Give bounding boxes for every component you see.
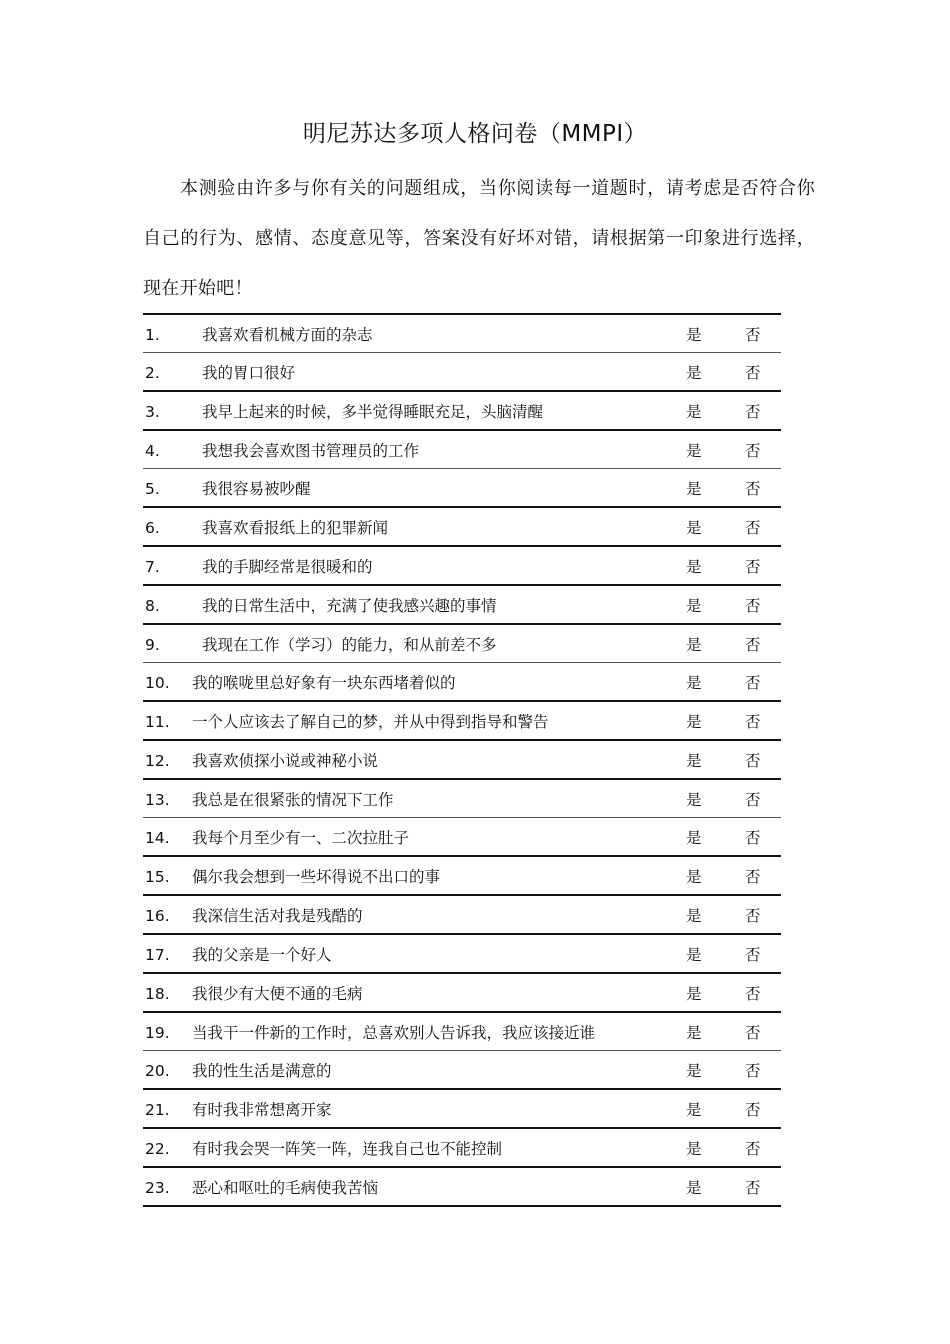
- question-number: 10.: [145, 674, 170, 692]
- question-row: [143, 469, 781, 508]
- answer-no-option[interactable]: 否: [745, 1062, 761, 1080]
- answer-yes-option[interactable]: 是: [686, 519, 702, 537]
- question-number: 7.: [145, 558, 160, 576]
- question-row: [143, 663, 781, 702]
- question-row: [143, 1051, 781, 1090]
- answer-no-option[interactable]: 否: [745, 636, 761, 654]
- question-number: 6.: [145, 519, 160, 537]
- question-text: 我的性生活是满意的: [192, 1062, 332, 1080]
- answer-no-option[interactable]: 否: [745, 519, 761, 537]
- answer-no-option[interactable]: 否: [745, 946, 761, 964]
- answer-yes-option[interactable]: 是: [686, 558, 702, 576]
- question-text: 我早上起来的时候，多半觉得睡眠充足，头脑清醒: [202, 403, 544, 421]
- question-number: 13.: [145, 791, 170, 809]
- answer-no-option[interactable]: 否: [745, 674, 761, 692]
- question-text: 当我干一件新的工作时，总喜欢别人告诉我，我应该接近谁: [192, 1024, 596, 1042]
- question-text: 我喜欢看报纸上的犯罪新闻: [202, 519, 389, 537]
- answer-no-option[interactable]: 否: [745, 1179, 761, 1197]
- answer-yes-option[interactable]: 是: [686, 403, 702, 421]
- answer-yes-option[interactable]: 是: [686, 442, 702, 460]
- question-text: 我深信生活对我是残酷的: [192, 907, 363, 925]
- answer-no-option[interactable]: 否: [745, 1140, 761, 1158]
- question-number: 20.: [145, 1062, 170, 1080]
- question-text: 我的父亲是一个好人: [192, 946, 332, 964]
- answer-yes-option[interactable]: 是: [686, 1062, 702, 1080]
- question-number: 2.: [145, 364, 160, 382]
- question-text: 我每个月至少有一、二次拉肚子: [192, 829, 410, 847]
- answer-no-option[interactable]: 否: [745, 558, 761, 576]
- answer-no-option[interactable]: 否: [745, 791, 761, 809]
- question-row: [143, 625, 781, 663]
- answer-yes-option[interactable]: 是: [686, 791, 702, 809]
- question-number: 22.: [145, 1140, 170, 1158]
- answer-yes-option[interactable]: 是: [686, 907, 702, 925]
- answer-yes-option[interactable]: 是: [686, 674, 702, 692]
- question-row: [143, 1013, 781, 1051]
- question-number: 18.: [145, 985, 170, 1003]
- question-number: 11.: [145, 713, 170, 731]
- intro-paragraph: 本测验由许多与你有关的问题组成，当你阅读每一道题时，请考虑是否符合你自己的行为、感情、态度意见等，答案没有好坏对错，请根据第一印象进行选择，现在开始吧！: [143, 178, 815, 299]
- answer-no-option[interactable]: 否: [745, 597, 761, 615]
- question-text: 我现在工作（学习）的能力，和从前差不多: [202, 636, 497, 654]
- question-text: 我很容易被吵醒: [202, 480, 311, 498]
- answer-yes-option[interactable]: 是: [686, 636, 702, 654]
- question-number: 15.: [145, 868, 170, 886]
- answer-no-option[interactable]: 否: [745, 442, 761, 460]
- answer-no-option[interactable]: 否: [745, 752, 761, 770]
- answer-yes-option[interactable]: 是: [686, 713, 702, 731]
- question-row: [143, 353, 781, 392]
- question-text: 我的胃口很好: [202, 364, 296, 382]
- question-number: 9.: [145, 636, 160, 654]
- question-row: [143, 741, 781, 780]
- answer-yes-option[interactable]: 是: [686, 326, 702, 344]
- question-number: 14.: [145, 829, 170, 847]
- answer-yes-option[interactable]: 是: [686, 1101, 702, 1119]
- question-row: [143, 818, 781, 857]
- answer-yes-option[interactable]: 是: [686, 829, 702, 847]
- question-text: 我总是在很紧张的情况下工作: [192, 791, 394, 809]
- answer-yes-option[interactable]: 是: [686, 597, 702, 615]
- question-row: [143, 1129, 781, 1168]
- question-text: 一个人应该去了解自己的梦，并从中得到指导和警告: [192, 713, 549, 731]
- question-number: 12.: [145, 752, 170, 770]
- answer-no-option[interactable]: 否: [745, 1024, 761, 1042]
- question-number: 5.: [145, 480, 160, 498]
- question-table: [143, 313, 781, 1207]
- question-text: 恶心和呕吐的毛病使我苦恼: [192, 1179, 379, 1197]
- answer-yes-option[interactable]: 是: [686, 985, 702, 1003]
- question-text: 我的喉咙里总好象有一块东西堵着似的: [192, 674, 456, 692]
- question-row: [143, 392, 781, 431]
- question-text: 我喜欢看机械方面的杂志: [202, 326, 373, 344]
- answer-no-option[interactable]: 否: [745, 326, 761, 344]
- question-row: [143, 974, 781, 1013]
- answer-no-option[interactable]: 否: [745, 985, 761, 1003]
- question-text: 有时我会哭一阵笑一阵，连我自己也不能控制: [192, 1140, 503, 1158]
- question-row: [143, 1168, 781, 1207]
- question-row: [143, 315, 781, 353]
- answer-yes-option[interactable]: 是: [686, 946, 702, 964]
- question-row: [143, 586, 781, 625]
- answer-no-option[interactable]: 否: [745, 713, 761, 731]
- question-row: [143, 857, 781, 896]
- answer-yes-option[interactable]: 是: [686, 1024, 702, 1042]
- question-number: 1.: [145, 326, 160, 344]
- question-number: 19.: [145, 1024, 170, 1042]
- question-row: [143, 935, 781, 974]
- answer-yes-option[interactable]: 是: [686, 868, 702, 886]
- answer-no-option[interactable]: 否: [745, 403, 761, 421]
- question-text: 我的手脚经常是很暖和的: [202, 558, 373, 576]
- question-number: 17.: [145, 946, 170, 964]
- question-text: 我很少有大便不通的毛病: [192, 985, 363, 1003]
- question-number: 4.: [145, 442, 160, 460]
- question-text: 偶尔我会想到一些坏得说不出口的事: [192, 868, 441, 886]
- question-number: 23.: [145, 1179, 170, 1197]
- answer-no-option[interactable]: 否: [745, 829, 761, 847]
- question-text: 有时我非常想离开家: [192, 1101, 332, 1119]
- answer-yes-option[interactable]: 是: [686, 1179, 702, 1197]
- question-text: 我喜欢侦探小说或神秘小说: [192, 752, 379, 770]
- question-row: [143, 431, 781, 469]
- document-title: 明尼苏达多项人格问卷（MMPI）: [302, 121, 648, 147]
- question-row: [143, 780, 781, 818]
- answer-no-option[interactable]: 否: [745, 868, 761, 886]
- question-number: 21.: [145, 1101, 170, 1119]
- question-row: [143, 1090, 781, 1129]
- question-number: 8.: [145, 597, 160, 615]
- question-row: [143, 896, 781, 935]
- question-text: 我的日常生活中，充满了使我感兴趣的事情: [202, 597, 497, 615]
- question-number: 3.: [145, 403, 160, 421]
- answer-yes-option[interactable]: 是: [686, 752, 702, 770]
- question-row: [143, 702, 781, 741]
- answer-yes-option[interactable]: 是: [686, 364, 702, 382]
- question-text: 我想我会喜欢图书管理员的工作: [202, 442, 420, 460]
- answer-no-option[interactable]: 否: [745, 907, 761, 925]
- question-row: [143, 508, 781, 547]
- answer-yes-option[interactable]: 是: [686, 1140, 702, 1158]
- answer-yes-option[interactable]: 是: [686, 480, 702, 498]
- question-number: 16.: [145, 907, 170, 925]
- question-row: [143, 547, 781, 586]
- answer-no-option[interactable]: 否: [745, 480, 761, 498]
- answer-no-option[interactable]: 否: [745, 364, 761, 382]
- answer-no-option[interactable]: 否: [745, 1101, 761, 1119]
